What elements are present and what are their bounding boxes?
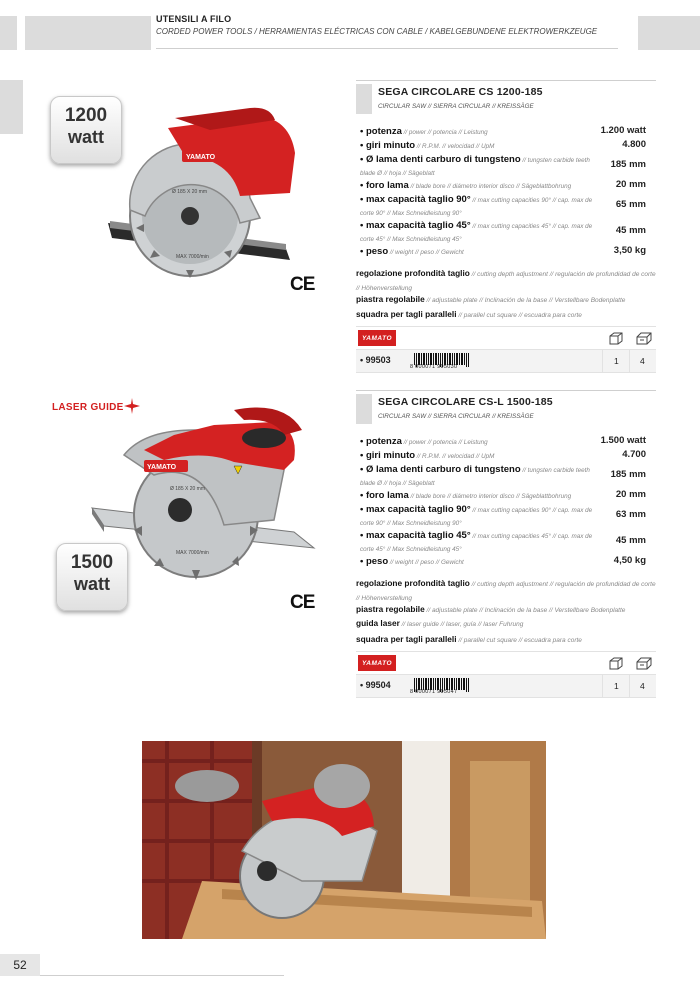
single-pack-qty: 1 xyxy=(614,681,619,691)
header-divider xyxy=(156,48,618,49)
spec-translation: // R.P.M. // velocidad // UpM xyxy=(415,143,495,150)
feature-line xyxy=(356,307,656,321)
feature-label: guida laser xyxy=(356,618,400,628)
feature-line xyxy=(356,576,656,604)
spec-value: 45 mm xyxy=(615,225,646,236)
feature-label: squadra per tagli paralleli xyxy=(356,634,457,644)
watt-badge-1500 xyxy=(56,543,128,611)
spec-label: • peso xyxy=(360,246,388,257)
spec-row xyxy=(360,179,656,192)
badge-number: 1200 xyxy=(64,105,108,126)
section-subtitle: CORDED POWER TOOLS / HERRAMIENTAS ELÉCTRICAS CON CABLE / KABELGEBUNDENE ELEKTROWERKZEUGE xyxy=(156,27,598,36)
feature-label: squadra per tagli paralleli xyxy=(356,309,457,319)
spec-value: 20 mm xyxy=(615,179,646,190)
master-pack-qty: 4 xyxy=(640,681,645,691)
ce-mark-icon: CE xyxy=(290,274,315,295)
feature-translation: // adjustable plate // Inclinación de la base // Verstellbare Bodenplatte xyxy=(424,297,626,304)
barcode-number: 8 000071 995047 xyxy=(410,689,458,695)
spec-value: 3,50 kg xyxy=(613,245,646,256)
spec-label: • peso xyxy=(360,556,388,567)
order-code-row xyxy=(356,675,656,698)
feature-translation: // cutting depth adjustment // regulación de profundidad de corte // Höhenverstellung xyxy=(356,271,656,292)
spec-row xyxy=(360,503,656,529)
feature-label: regolazione profondità taglio xyxy=(356,268,470,278)
spec-translation: // tungsten carbide teeth blade Ø // hoja // Sägeblatt xyxy=(360,467,590,487)
spec-translation: // max cutting capacities 90° // cap. max de corte 90° // Max Schneidleistung 90° xyxy=(360,507,593,527)
feature-line xyxy=(356,632,656,646)
spec-value: 4.700 xyxy=(622,449,646,460)
single-pack-qty: 1 xyxy=(614,356,619,366)
master-box-icon xyxy=(635,331,653,345)
spec-translation: // max cutting capacities 45° // cap. max de corte 45° // Max Schneidleistung 45° xyxy=(360,533,593,553)
header-tab-block xyxy=(25,16,151,50)
feature-label: piastra regolabile xyxy=(356,294,425,304)
lifestyle-photo xyxy=(142,741,546,939)
product-card-csl1500 xyxy=(356,390,656,695)
product-title: SEGA CIRCOLARE CS 1200-185 xyxy=(378,86,543,98)
spec-value: 1.500 watt xyxy=(600,435,646,446)
single-box-icon xyxy=(608,656,624,670)
header-right-block xyxy=(638,16,700,50)
brand-row xyxy=(356,326,656,350)
tool-brand-label: YAMATO xyxy=(186,154,216,161)
product-code: • 99504 xyxy=(360,680,391,690)
feature-translation: // cutting depth adjustment // regulación de profundidad de corte // Höhenverstellung xyxy=(356,581,656,602)
master-pack-qty: 4 xyxy=(640,356,645,366)
badge-unit: watt xyxy=(68,127,104,147)
brand-logo: YAMATO xyxy=(358,330,396,346)
spec-value: 20 mm xyxy=(615,489,646,500)
order-code-row xyxy=(356,350,656,373)
product-image-cs1200 xyxy=(90,98,320,288)
product-card-cs1200 xyxy=(356,80,656,370)
page-number: 52 xyxy=(0,954,40,976)
feature-line xyxy=(356,602,656,616)
spec-label: • max capacità taglio 90° xyxy=(360,504,471,515)
title-accent-bar xyxy=(356,84,372,114)
spec-label: • potenza xyxy=(360,126,402,137)
spec-row xyxy=(360,125,656,138)
spec-row xyxy=(360,245,656,258)
spec-row xyxy=(360,219,656,245)
spec-label: • Ø lama denti carburo di tungsteno xyxy=(360,154,521,165)
tool-blade-label: Ø 185 X 20 mm xyxy=(170,486,206,492)
feature-label: regolazione profondità taglio xyxy=(356,578,470,588)
feature-line xyxy=(356,616,656,630)
brand-row xyxy=(356,651,656,675)
spec-value: 4.800 xyxy=(622,139,646,150)
spec-translation: // power // potencia // Leistung xyxy=(401,439,488,446)
title-accent-bar xyxy=(356,394,372,424)
spec-label: • Ø lama denti carburo di tungsteno xyxy=(360,464,521,475)
feature-line xyxy=(356,292,656,306)
master-box-icon xyxy=(635,656,653,670)
product-code: • 99503 xyxy=(360,355,391,365)
barcode-number: 8 000071 995030 xyxy=(410,364,458,370)
feature-translation: // laser guide // laser, guía // laser Fuhrung xyxy=(399,621,524,628)
spec-value: 45 mm xyxy=(615,535,646,546)
spec-value: 185 mm xyxy=(610,469,646,480)
feature-line xyxy=(356,266,656,294)
feature-label: piastra regolabile xyxy=(356,604,425,614)
spec-translation: // blade bore // diámetro interior disco // Sägeblattbohrung xyxy=(408,183,572,190)
spec-translation: // max cutting capacities 45° // cap. max de corte 45° // Max Schneidleistung 45° xyxy=(360,223,593,243)
spec-row xyxy=(360,489,656,502)
feature-translation: // adjustable plate // Inclinación de la base // Verstellbare Bodenplatte xyxy=(424,607,626,614)
spec-row xyxy=(360,449,656,462)
spec-translation: // blade bore // diámetro interior disco // Sägeblattbohrung xyxy=(408,493,572,500)
badge-number: 1500 xyxy=(70,552,114,573)
spec-label: • max capacità taglio 90° xyxy=(360,194,471,205)
feature-translation: // parallel cut square // escuadra para corte xyxy=(456,637,582,644)
product-subtitle: CIRCULAR SAW // SIERRA CIRCULAR // KREISSÄGE xyxy=(378,103,534,110)
spec-row xyxy=(360,139,656,152)
tool-blade-label: Ø 185 X 20 mm xyxy=(172,189,208,195)
spec-row xyxy=(360,463,656,489)
badge-unit: watt xyxy=(74,574,110,594)
watt-badge-1200 xyxy=(50,96,122,164)
tool-brand-label: YAMATO xyxy=(147,464,177,471)
spec-value: 1.200 watt xyxy=(600,125,646,136)
spec-label: • giri minuto xyxy=(360,140,415,151)
footer-divider xyxy=(40,975,284,976)
card-divider xyxy=(356,80,656,81)
side-tab-marker xyxy=(0,80,23,134)
spec-translation: // R.P.M. // velocidad // UpM xyxy=(415,453,495,460)
spec-value: 63 mm xyxy=(615,509,646,520)
spec-translation: // max cutting capacities 90° // cap. max de corte 90° // Max Schneidleistung 90° xyxy=(360,197,593,217)
spec-value: 4,50 kg xyxy=(613,555,646,566)
spec-translation: // weight // peso // Gewicht xyxy=(388,249,464,256)
brand-logo: YAMATO xyxy=(358,655,396,671)
product-title: SEGA CIRCOLARE CS-L 1500-185 xyxy=(378,396,553,408)
spec-label: • max capacità taglio 45° xyxy=(360,220,471,231)
spec-translation: // tungsten carbide teeth blade Ø // hoja // Sägeblatt xyxy=(360,157,590,177)
spec-label: • potenza xyxy=(360,436,402,447)
spec-row xyxy=(360,435,656,448)
spec-label: • giri minuto xyxy=(360,450,415,461)
product-subtitle: CIRCULAR SAW // SIERRA CIRCULAR // KREISSÄGE xyxy=(378,413,534,420)
laser-guide-label: LASER GUIDE xyxy=(52,402,124,413)
tool-blade-speed-label: MAX 7000/min xyxy=(176,550,209,556)
lifestyle-photo-illustration xyxy=(142,741,546,939)
spec-value: 185 mm xyxy=(610,159,646,170)
spec-translation: // power // potencia // Leistung xyxy=(401,129,488,136)
spec-row xyxy=(360,193,656,219)
spec-row xyxy=(360,555,656,568)
ce-mark-icon: CE xyxy=(290,592,315,613)
section-title: UTENSILI A FILO xyxy=(156,14,232,24)
spec-row xyxy=(360,529,656,555)
single-box-icon xyxy=(608,331,624,345)
spec-value: 65 mm xyxy=(615,199,646,210)
card-divider xyxy=(356,390,656,391)
header-left-block xyxy=(0,16,17,50)
spec-label: • foro lama xyxy=(360,180,409,191)
tool-blade-speed-label: MAX 7000/min xyxy=(176,254,209,260)
spec-row xyxy=(360,153,656,179)
feature-translation: // parallel cut square // escuadra para corte xyxy=(456,312,582,319)
spec-label: • max capacità taglio 45° xyxy=(360,530,471,541)
spec-label: • foro lama xyxy=(360,490,409,501)
spec-translation: // weight // peso // Gewicht xyxy=(388,559,464,566)
